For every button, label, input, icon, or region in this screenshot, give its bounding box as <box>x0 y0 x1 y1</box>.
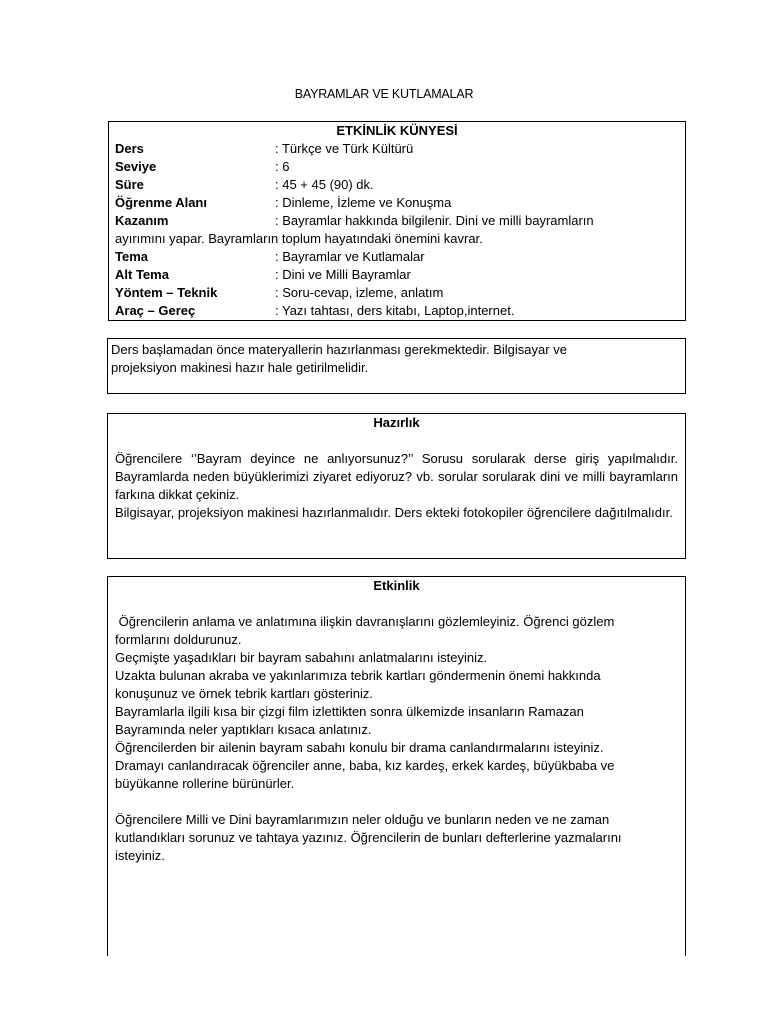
kunye-label: Kazanım <box>115 213 169 228</box>
page-title: BAYRAMLAR VE KUTLAMALAR <box>294 87 474 101</box>
etkinlik-line: Öğrencilere Milli ve Dini bayramlarımızın neler olduğu ve bunların neden ve ne zaman <box>115 812 610 827</box>
etkinlik-line: Bayramlarla ilgili kısa bir çizgi film izlettikten sonra ülkemizde insanların Ramazan <box>115 704 584 719</box>
kunye-label: Süre <box>115 177 144 192</box>
kunye-label: Öğrenme Alanı <box>115 195 207 210</box>
kunye-row-sure <box>115 176 679 194</box>
etkinlik-box <box>107 576 686 956</box>
kunye-value: : Dinleme, İzleme ve Konuşma <box>275 195 452 210</box>
etkinlik-line: isteyiniz. <box>115 848 165 863</box>
kazanim-continuation: ayırımını yapar. Bayramların toplum hayatındaki önemini kavrar. <box>115 231 483 246</box>
kunye-value: : 6 <box>275 159 290 174</box>
etkinlik-line: konuşunuz ve örnek tebrik kartları gösteriniz. <box>115 686 373 701</box>
etkinlik-heading: Etkinlik <box>373 578 420 593</box>
kunye-row-ogrenme-alani <box>115 194 679 212</box>
kunye-value: : Bayramlar hakkında bilgilenir. Dini ve milli bayramların <box>275 213 594 228</box>
preparation-note-box <box>107 338 686 394</box>
kunye-label: Seviye <box>115 159 157 174</box>
etkinlik-line: Uzakta bulunan akraba ve yakınlarımıza tebrik kartları göndermenin önemi hakkında <box>115 668 601 683</box>
etkinlik-line: Öğrencilerin anlama ve anlatımına ilişkin davranışlarını gözlemleyiniz. Öğrenci gözlem <box>115 614 615 629</box>
kunye-row-alt-tema <box>115 266 679 284</box>
etkinlik-line: Dramayı canlandıracak öğrenciler anne, baba, kız kardeş, erkek kardeş, büyükbaba ve <box>115 758 615 773</box>
etkinlik-line: Bayramında neler yaptıkları kısaca anlatınız. <box>115 722 372 737</box>
note-line: Ders başlamadan önce materyallerin hazırlanması gerekmektedir. Bilgisayar ve <box>111 342 567 357</box>
note-line: projeksiyon makinesi hazır hale getirilmelidir. <box>111 360 369 375</box>
etkinlik-line: Geçmişte yaşadıkları bir bayram sabahını anlatmalarını isteyiniz. <box>115 650 488 665</box>
etkinlik-line: büyükanne rollerine bürünürler. <box>115 776 295 791</box>
kunye-value: : Türkçe ve Türk Kültürü <box>275 141 414 156</box>
kunye-heading: ETKİNLİK KÜNYESİ <box>336 123 458 138</box>
kunye-label: Araç – Gereç <box>115 303 196 318</box>
etkinlik-line: Öğrencilerden bir ailenin bayram sabahı konulu bir drama canlandırmalarını isteyiniz. <box>115 740 604 755</box>
etkinlik-line: kutlandıkları sorunuz ve tahtaya yazınız. Öğrencilerin de bunları defterlerine yazmalarını <box>115 830 622 845</box>
hazirlik-paragraph: Öğrencilere ‘’Bayram deyince ne anlıyorsunuz?’’ Sorusu sorularak derse giriş yapılmalıdır. Bayramlarda neden büyüklerimizi ziyaret ediyoruz? vb. sorular sorularak dini ve milli bayramların farkına dikkat çekiniz. <box>115 451 678 502</box>
kunye-row-yontem-teknik <box>115 284 679 302</box>
kunye-value: : Dini ve Milli Bayramlar <box>275 267 411 282</box>
kunye-value: : Bayramlar ve Kutlamalar <box>275 249 425 264</box>
kunye-row-tema <box>115 248 679 266</box>
kunye-label: Ders <box>115 141 144 156</box>
hazirlik-paragraph: Bilgisayar, projeksiyon makinesi hazırlanmalıdır. Ders ekteki fotokopiler öğrencilere dağıtılmalıdır. <box>115 505 673 520</box>
etkinlik-line: formlarını doldurunuz. <box>115 632 242 647</box>
kunye-value: : 45 + 45 (90) dk. <box>275 177 374 192</box>
etkinlik-kunyesi-box <box>108 121 686 321</box>
kunye-value: : Soru-cevap, izleme, anlatım <box>275 285 444 300</box>
kunye-row-kazanim <box>115 212 679 230</box>
kunye-label: Tema <box>115 249 148 264</box>
kunye-label: Yöntem – Teknik <box>115 285 218 300</box>
kunye-row-ders <box>115 140 679 158</box>
kunye-row-arac-gerec <box>115 302 679 320</box>
hazirlik-box <box>107 413 686 559</box>
kunye-row-seviye <box>115 158 679 176</box>
kunye-value: : Yazı tahtası, ders kitabı, Laptop,internet. <box>275 303 515 318</box>
hazirlik-heading: Hazırlık <box>373 415 420 430</box>
kunye-label: Alt Tema <box>115 267 169 282</box>
